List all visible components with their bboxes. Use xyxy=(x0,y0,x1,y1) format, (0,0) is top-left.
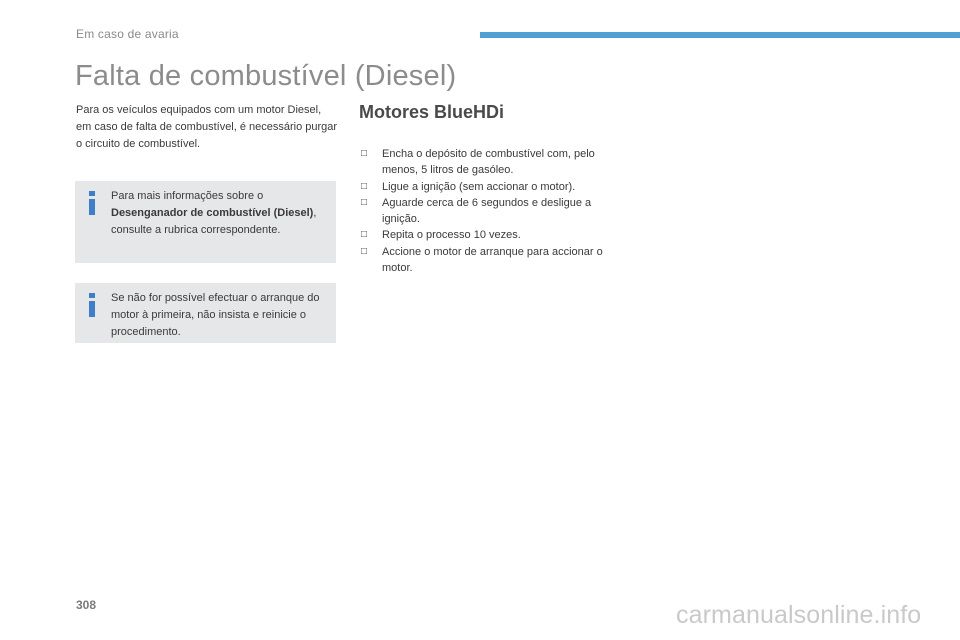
info-icon xyxy=(88,293,96,317)
checkbox-bullet-icon: □ xyxy=(361,180,368,192)
watermark: carmanualsonline.info xyxy=(676,601,922,629)
header-accent-bar xyxy=(480,32,960,38)
info-icon xyxy=(88,191,96,215)
checkbox-bullet-icon: □ xyxy=(361,229,368,241)
info-box-bold-term: Desenganador de combustível (Diesel) xyxy=(111,207,314,219)
checkbox-bullet-icon: □ xyxy=(361,148,368,159)
page-number: 308 xyxy=(76,598,97,612)
steps-list xyxy=(360,146,630,276)
list-item: □ Repita o processo 10 vezes. xyxy=(360,227,630,243)
checkbox-bullet-icon: □ xyxy=(361,245,368,257)
intro-paragraph: Para os veículos equipados com um motor Diesel, em caso de falta de combustível, é necessário purgar o circuito de combustível. xyxy=(76,104,338,150)
checkbox-bullet-icon: □ xyxy=(361,196,368,208)
list-item: □ Aguarde cerca de 6 segundos e desligue a ignição. xyxy=(361,196,592,226)
list-item: □ Accione o motor de arranque para accionar o motor. xyxy=(361,245,603,275)
info-box-text: Se não for possível efectuar o arranque do motor à primeira, não insista e reinicie o procedimento. xyxy=(111,292,320,338)
section-heading-bluehdi: Motores BlueHDi xyxy=(359,102,505,122)
info-box-fuel-primer xyxy=(75,181,336,263)
list-item: □ Ligue a ignição (sem accionar o motor). xyxy=(360,179,630,195)
section-label: Em caso de avaria xyxy=(76,27,179,41)
list-item: □ Encha o depósito de combustível com, pelo menos, 5 litros de gasóleo. xyxy=(361,148,595,177)
info-box-text: Para mais informações sobre o Desenganador de combustível (Diesel), consulte a rubrica correspondente. xyxy=(111,190,317,236)
page-title: Falta de combustível (Diesel) xyxy=(75,60,457,92)
info-box-restart xyxy=(75,283,336,343)
